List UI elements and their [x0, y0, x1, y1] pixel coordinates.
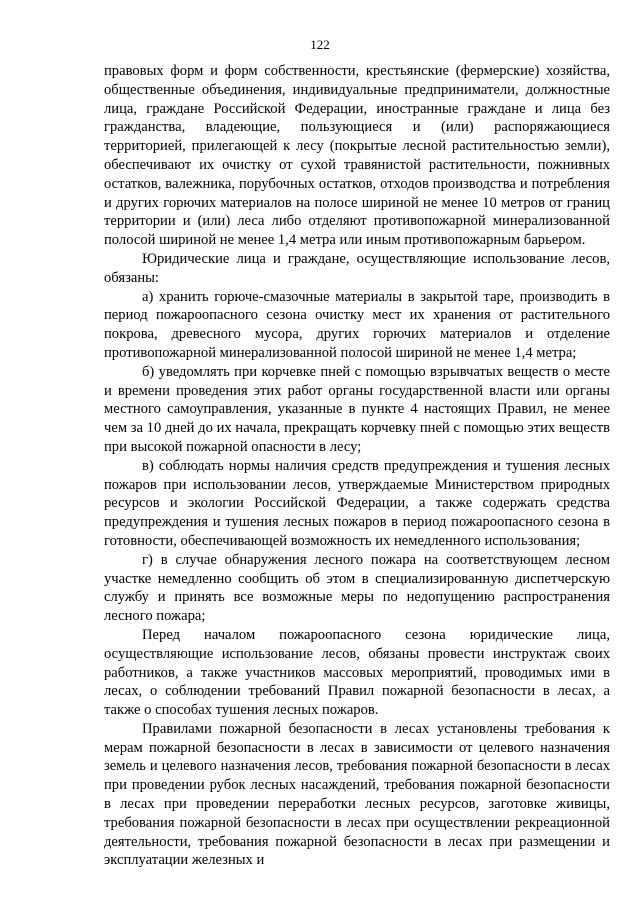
paragraph: Правилами пожарной безопасности в лесах установлены требования к мерам пожарной безопасности в лесах в зависимости от целевого назначения земель и целевого назначения лесов, требования пожарной безопасности в лесах при проведении рубок лесных насаждений, требования пожарной безопасности в лесах при проведении переработки лесных ресурсов, заготовке живицы, требования пожарной безопасности в лесах при осуществлении рекреационной деятельности, требования пожарной безопасности в лесах при размещении и эксплуатации железных и: [104, 720, 610, 869]
text-body: [104, 62, 610, 870]
list-item-a: а) хранить горюче-смазочные материалы в закрытой таре, производить в период пожароопасного сезона очистку мест их хранения от растительного покрова, древесного мусора, других горючих материалов и отделение противопожарной минерализованной полосой шириной не менее 1,4 метра;: [104, 288, 610, 361]
list-item-g: г) в случае обнаружения лесного пожара на соответствующем лесном участке немедленно сообщить об этом в специализированную диспетчерскую службу и принять все возможные меры по недопущению распространения лесного пожара;: [104, 551, 610, 625]
list-item-v: в) соблюдать нормы наличия средств предупреждения и тушения лесных пожаров при использовании лесов, утверждаемые Министерством природных ресурсов и экологии Российской Федерации, а также содержать средства предупреждения и тушения лесных пожаров в период пожароопасного сезона в готовности, обеспечивающей возможность их немедленного использования;: [104, 457, 610, 549]
page-number: 122: [310, 37, 330, 52]
paragraph: Юридические лица и граждане, осуществляющие использование лесов, обязаны:: [104, 250, 610, 286]
list-item-b: б) уведомлять при корчевке пней с помощью взрывчатых веществ о месте и времени проведения этих работ органы государственной власти или органы местного самоуправления, указанные в пункте 4 настоящих Правил, не менее чем за 10 дней до их начала, прекращать корчевку пней с помощью этих веществ при высокой пожарной опасности в лесу;: [104, 363, 610, 455]
paragraph: правовых форм и форм собственности, крестьянские (фермерские) хозяйства, общественные объединения, индивидуальные предприниматели, должностные лица, граждане Российской Федерации, иностранные граждане и лица без гражданства, владеющие, пользующиеся и (или) распоряжающиеся территорией, прилегающей к лесу (покрытые лесной растительностью земли), обеспечивают их очистку от сухой травянистой растительности, пожнивных остатков, валежника, порубочных остатков, отходов производства и потребления и других горючих материалов на полосе шириной не менее 10 метров от границ территории и (или) леса либо отделяют противопожарной минерализованной полосой шириной не менее 1,4 метра или иным противопожарным барьером.: [104, 63, 610, 249]
paragraph: Перед началом пожароопасного сезона юридические лица, осуществляющие использование лесов, обязаны провести инструктаж своих работников, а также участников массовых мероприятий, проводимых ими в лесах, о соблюдении требований Правил пожарной безопасности в лесах, а также о способах тушения лесных пожаров.: [104, 626, 610, 719]
